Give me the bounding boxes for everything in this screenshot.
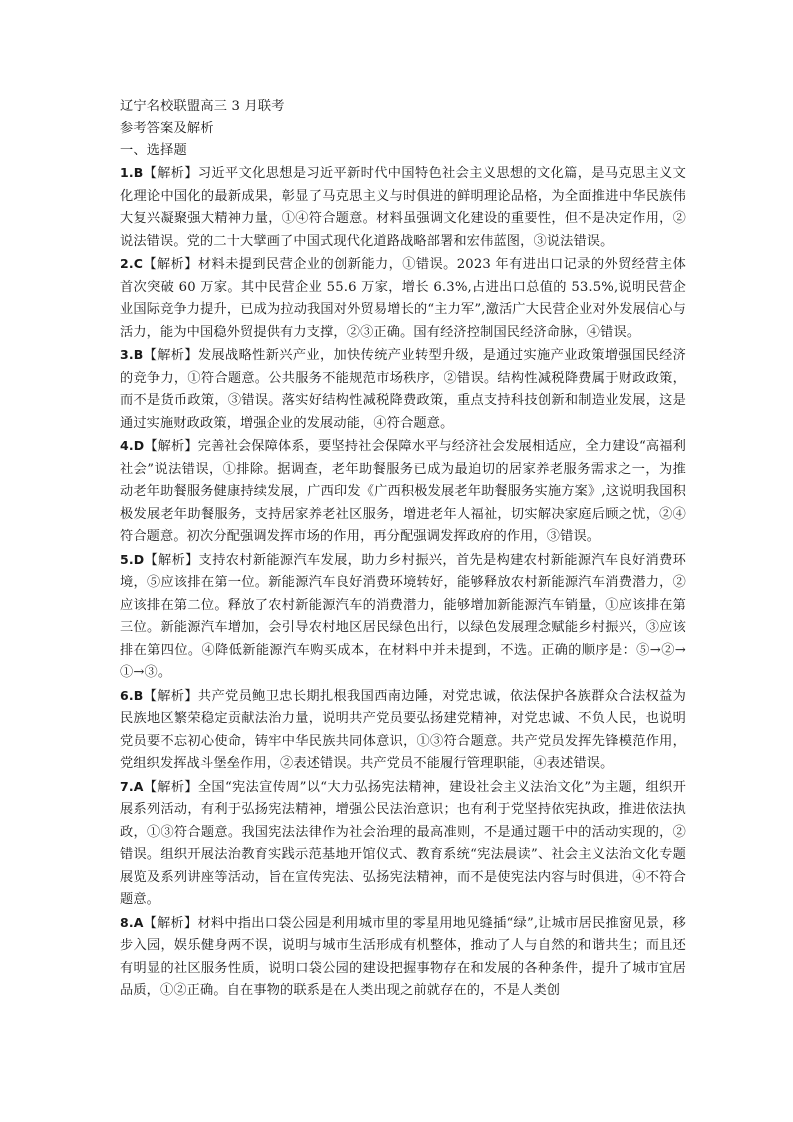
item-number: 5.D xyxy=(120,551,145,567)
answer-item-8 xyxy=(120,912,686,1003)
item-number: 6.B xyxy=(120,687,144,703)
answer-item-6 xyxy=(120,685,686,776)
answer-item-1 xyxy=(120,162,686,253)
item-tag: 【解析】 xyxy=(143,348,198,363)
item-text: 共产党员鲍卫忠长期扎根我国西南边陲，对党忠诚，依法保护各族群众合法权益为民族地区繁荣稳定贡献法治力量，说明共产党员要弘扬建党精神，对党忠诚、不负人民，也说明党员要不忘初心使命，铸牢中华民族共同体意识，①③符合题意。共产党员发挥先锋模范作用，党组织发挥战斗堡垒作用，②表述错误。共产党员不能履行管理职能，④表述错误。 xyxy=(120,688,686,771)
item-text: 发展战略性新兴产业，加快传统产业转型升级，是通过实施产业政策增强国民经济的竞争力，①符合题意。公共服务不能规范市场秩序，②错误。结构性减税降费属于财政政策，而不是货币政策，③错误。落实好结构性减税降费政策，重点支持科技创新和制造业发展，这是通过实施财政政策，增强企业的发展动能，④符合题意。 xyxy=(120,348,686,431)
item-tag: 【解析】 xyxy=(144,552,199,568)
item-tag: 【解析】 xyxy=(143,166,198,181)
item-text: 支持农村新能源汽车发展，助力乡村振兴，首先是构建农村新能源汽车良好消费环境，⑤应该排在第一位。新能源汽车良好消费环境转好，能够释放农村新能源汽车消费潜力，②应该排在第二位。释放了农村新能源汽车的消费潜力，能够增加新能源汽车销量，①应该排在第三位。新能源汽车增加，会引导农村地区居民绿色出行，以绿色发展理念赋能乡村振兴，③应该排在第四位。④降低新能源汽车购买成本，在材料中并未提到，不选。正确的顺序是：⑤→②→①→③。 xyxy=(120,552,686,680)
item-number: 1.B xyxy=(120,165,144,180)
answer-item-2 xyxy=(120,253,686,344)
item-number: 2.C xyxy=(120,256,144,271)
item-text: 材料未提到民营企业的创新能力，①错误。2023 年有进出口记录的外贸经营主体首次突破 60 万家。其中民营企业 55.6 万家，增长 6.3%,占进出口总值的 53.5%,说明民营企业国际竞争力提升，已成为拉动我国对外贸易增长的“主力军”,激活广大民营企业对外发展信心与活力，能为中国稳外贸提供有力支撑，②③正确。国有经济控制国民经济命脉，④错误。 xyxy=(120,257,686,340)
item-text: 完善社会保障体系，要坚持社会保障水平与经济社会发展相适应，全力建设“高福利社会”说法错误，①排除。据调查，老年助餐服务已成为最迫切的居家养老服务需求之一，为推动老年助餐服务健康持续发展，广西印发《广西积极发展老年助餐服务实施方案》,这说明我国积极发展老年助餐服务，支持居家养老社区服务，增进老年人福祉，切实解决家庭后顾之忧，②④符合题意。初次分配强调发挥市场的作用，再分配强调发挥政府的作用，③错误。 xyxy=(120,439,686,544)
item-number: 3.B xyxy=(120,347,144,362)
item-tag: 【解析】 xyxy=(144,439,198,454)
answer-item-5 xyxy=(120,549,686,685)
item-tag: 【解析】 xyxy=(143,915,198,931)
item-text: 习近平文化思想是习近平新时代中国特色社会主义思想的文化篇，是马克思主义文化理论中国化的最新成果，彰显了马克思主义与时俱进的鲜明理论品格，为全面推进中华民族伟大复兴凝聚强大精神力量，①④符合题意。材料虽强调文化建设的重要性，但不是决定作用，②说法错误。党的二十大擘画了中国式现代化道路战略部署和宏伟蓝图，③说法错误。 xyxy=(120,166,686,249)
item-text: 材料中指出口袋公园是利用城市里的零星用地见缝插“绿”,让城市居民推窗见景，移步入园，娱乐健身两不误，说明与城市生活形成有机整体，推动了人与自然的和谐共生；而且还有明显的社区服务性质，说明口袋公园的建设把握事物存在和发展的各种条件，提升了城市宜居品质，①②正确。自在事物的联系是在人类出现之前就存在的，不是人类创 xyxy=(120,915,686,998)
item-tag: 【解析】 xyxy=(143,257,198,272)
exam-title: 辽宁名校联盟高三 3 月联考 xyxy=(120,99,285,114)
item-number: 8.A xyxy=(120,914,144,930)
answer-item-4 xyxy=(120,435,686,549)
item-tag: 【解析】 xyxy=(143,688,198,704)
doc-subtitle: 参考答案及解析 xyxy=(120,121,214,136)
item-text: 全国“宪法宣传周”以“大力弘扬宪法精神，建设社会主义法治文化”为主题，组织开展系列活动，有利于弘扬宪法精神，增强公民法治意识；也有利于党坚持依宪执政，推进依法执政，①③符合题意。我国宪法法律作为社会治理的最高准则，不是通过题干中的活动实现的，②错误。组织开展法治教育实践示范基地开馆仪式、教育系统“宪法晨读”、社会主义法治文化专题展览及系列讲座等活动，旨在宣传宪法、弘扬宪法精神，而不是使宪法内容与时俱进，④不符合题意。 xyxy=(120,779,686,907)
item-tag: 【解析】 xyxy=(143,779,198,795)
answer-document xyxy=(120,94,686,1003)
item-number: 4.D xyxy=(120,438,145,453)
item-number: 7.A xyxy=(120,778,144,794)
section-heading: 一、选择题 xyxy=(120,143,187,158)
answer-item-3 xyxy=(120,344,686,435)
answer-item-7 xyxy=(120,776,686,912)
